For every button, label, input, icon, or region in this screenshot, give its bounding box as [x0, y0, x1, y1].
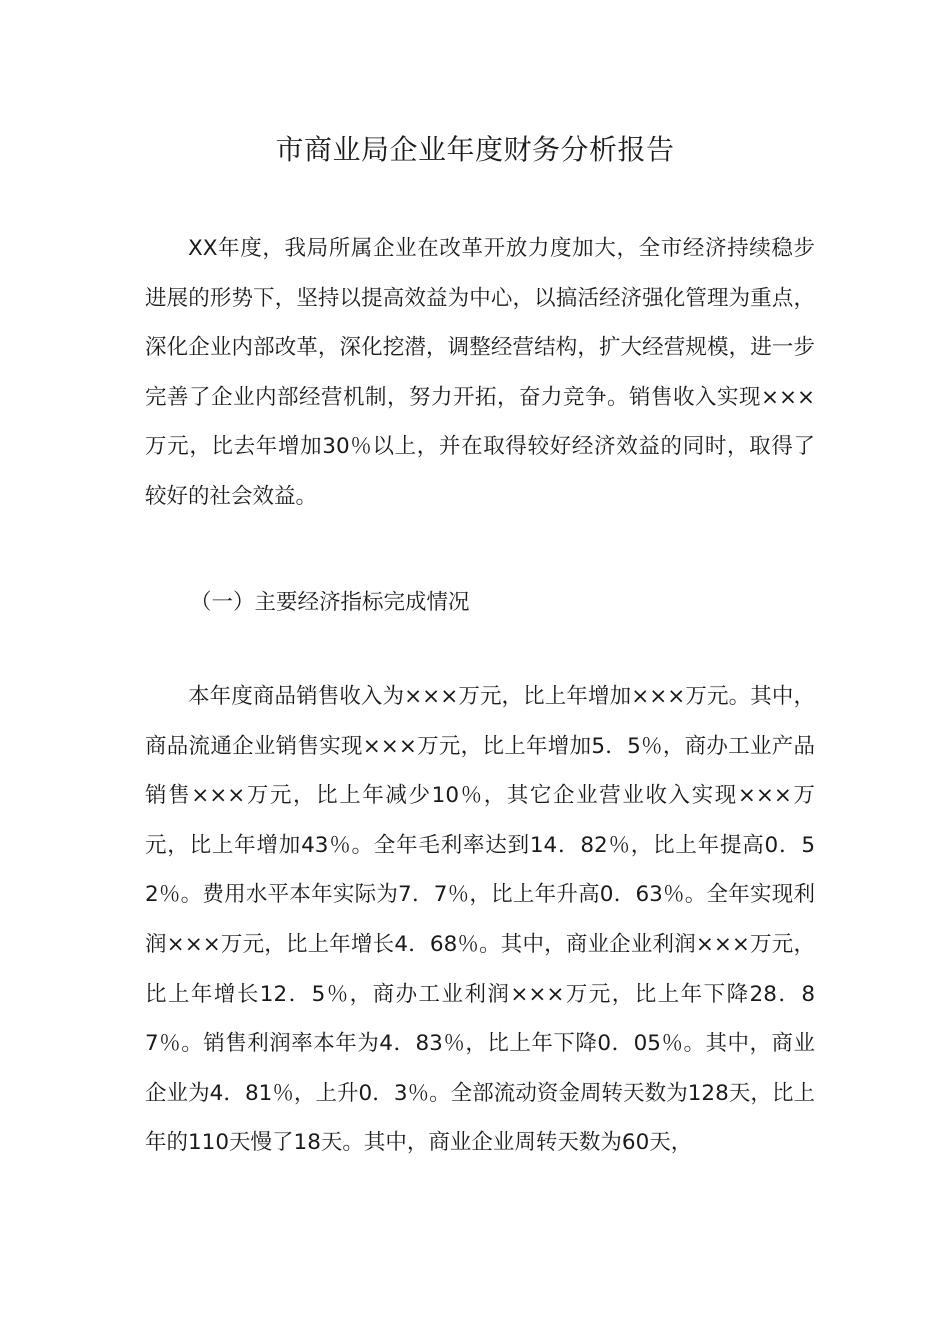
document-title: 市商业局企业年度财务分析报告	[275, 133, 675, 166]
section-paragraph: 本年度商品销售收入为×××万元，比上年增加×××万元。其中，商品流通企业销售实现×××万元，比上年增加5．5％，商办工业产品销售×××万元，比上年减少10％，其它企业营业收入实现×××万元，比上年增加43％。全年毛利率达到14．82％，比上年提高0．52％。费用水平本年实际为7．7％，比上年升高0．63％。全年实现利润×××万元，比上年增长4．68％。其中，商业企业利润×××万元，比上年增长12．5％，商办工业利润×××万元，比上年下降28．87％。销售利润率本年为4．83％，比上年下降0．05％。其中，商业企业为4．81％，上升0．3％。全部流动资金周转天数为128天，比上年的110天慢了18天。其中，商业企业周转天数为60天，	[145, 684, 815, 1156]
intro-paragraph: XX年度，我局所属企业在改革开放力度加大，全市经济持续稳步进展的形势下，坚持以提高效益为中心，以搞活经济强化管理为重点，深化企业内部改革，深化挖潜，调整经营结构，扩大经营规模，进一步完善了企业内部经营机制，努力开拓，奋力竞争。销售收入实现×××万元，比去年增加30％以上，并在取得较好经济效益的同时，取得了较好的社会效益。	[145, 236, 815, 509]
section-heading: （一）主要经济指标完成情况	[190, 590, 470, 615]
